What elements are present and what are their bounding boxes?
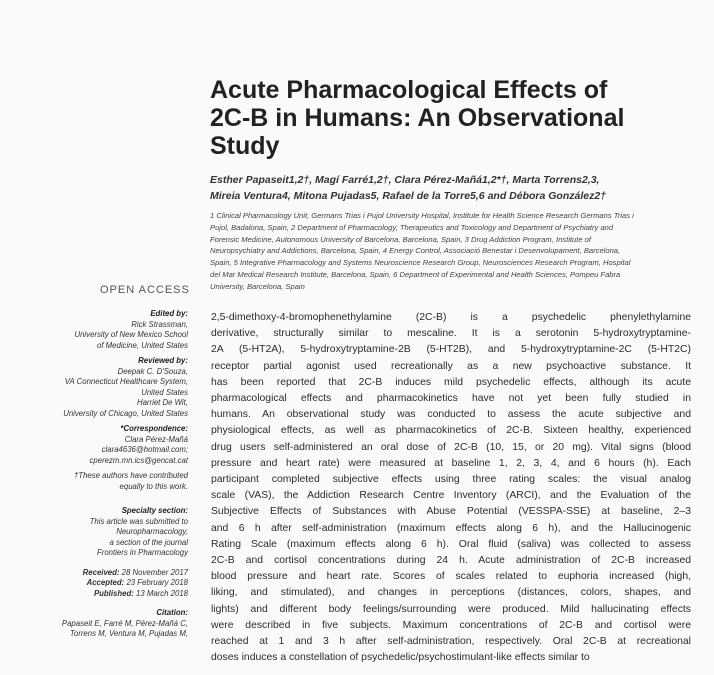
date-label: Received: bbox=[82, 567, 120, 577]
specialty-line: a section of the journal bbox=[109, 537, 188, 547]
affiliation-line: del Mar Medical Research Institute, Barcelona, Spain, 6 Department of Experimental and Health Sciences, Pompeu Fabra bbox=[210, 269, 621, 279]
abstract-line: pharmacological effects and pharmacokinetics have not yet been fully studied in bbox=[211, 393, 691, 405]
abstract-line: 2C-B and cortisol concentrations during 24 h. Acute administration of 2C-B increased bbox=[211, 555, 691, 567]
correspondence bbox=[10, 424, 188, 466]
title-line: Acute Pharmacological Effects of bbox=[210, 76, 608, 104]
received-date bbox=[10, 568, 188, 579]
reviewer-line: VA Connecticut Healthcare System, bbox=[64, 377, 188, 386]
citation-line: Papaseit E, Farré M, Pérez-Mañá C, bbox=[61, 618, 188, 628]
abstract-line: Rating Scale (maximum effects along 6 h). Oral fluid (saliva) was collected to assess bbox=[211, 538, 691, 550]
edited-by-heading: Edited by: bbox=[150, 309, 188, 318]
abstract-line: reached at 1 and 3 h after self-administration, respectively. Oral 2C-B at recreational bbox=[211, 636, 691, 648]
author-list bbox=[210, 172, 680, 204]
open-access-label: OPEN ACCESS bbox=[100, 284, 190, 296]
reviewed-by bbox=[10, 356, 188, 419]
editor-line: University of New Mexico School bbox=[74, 330, 188, 339]
citation-heading: Citation: bbox=[156, 608, 188, 617]
editor-line: Rick Strassman, bbox=[131, 319, 188, 329]
correspondence-heading: *Correspondence: bbox=[120, 424, 188, 433]
date-value: 13 March 2018 bbox=[135, 588, 188, 598]
date-label: Published: bbox=[93, 588, 134, 598]
affiliation-line: Pujol, Badalona, Spain, 2 Department of Pharmacology, Therapeutics and Toxicology and Department of Psychiatry and bbox=[210, 222, 614, 232]
accepted-date bbox=[10, 578, 188, 589]
abstract-line: physiological effects, as well as pharmacokinetics of 2C-B. Sixteen healthy, experienced bbox=[211, 425, 691, 437]
abstract-line: blood pressure and heart rate. Scores of scales related to euphoria increased (high, bbox=[211, 571, 691, 583]
abstract-line: pressure and heart rate) were measured at baseline 1, 2, 3, 4, and 6 hours (h). Each bbox=[211, 457, 691, 469]
abstract-line: has been reported that 2C-B induces mild psychedelic effects, although its acute bbox=[211, 376, 691, 388]
note-line: equally to this work. bbox=[119, 481, 188, 491]
citation-line: Torrens M, Ventura M, Pujadas M, bbox=[69, 629, 188, 638]
abstract-line: receptor partial agonist used recreationally as a new psychoactive substance. It bbox=[211, 360, 691, 372]
affiliation-line: Spain, 5 Integrative Pharmacology and Systems Neuroscience Research Group, Neurosciences Research Program, Hospital bbox=[210, 258, 631, 268]
reviewer-line: University of Chicago, United States bbox=[63, 408, 188, 418]
article-title bbox=[210, 76, 680, 160]
title-line: 2C-B in Humans: An Observational bbox=[210, 104, 625, 132]
edited-by bbox=[10, 309, 188, 351]
abstract-line: doses induces a constellation of psychedelic/psychostimulant-like effects similar to bbox=[211, 652, 590, 664]
date-value: 23 February 2018 bbox=[126, 578, 188, 587]
specialty-line: Frontiers in Pharmacology bbox=[96, 548, 188, 557]
date-label: Accepted: bbox=[86, 578, 125, 587]
abstract-line: drug users self-administered an oral dose of 2C-B (10, 15, or 20 mg). Vital signs (blood bbox=[211, 441, 691, 453]
abstract-line: lights) and different body feelings/surrounding were produced. Mild hallucinating effects bbox=[211, 603, 691, 615]
specialty-line: This article was submitted to bbox=[89, 516, 188, 526]
abstract-line: 2A (5-HT2A), 5-hydroxytryptamine-2B (5-HT2B), and 5-hydroxytryptamine-2C (5-HT2C) bbox=[211, 344, 691, 356]
reviewed-by-heading: Reviewed by: bbox=[138, 356, 188, 365]
abstract bbox=[211, 310, 691, 666]
specialty-heading: Specialty section: bbox=[121, 506, 188, 515]
article-sidebar bbox=[10, 309, 188, 645]
title-line: Study bbox=[210, 132, 280, 160]
note-line: †These authors have contributed bbox=[74, 471, 188, 480]
affiliation-line: Forensic Medicine, Autonomous University of Barcelona, Barcelona, Spain, 3 Drug Addiction Program, Institute of bbox=[210, 234, 591, 244]
affiliations bbox=[210, 210, 685, 293]
abstract-line: were described in five subjects. Maximum concentrations of 2C-B and cortisol were bbox=[211, 619, 691, 631]
abstract-line: humans. An observational study was conducted to assess the acute subjective and bbox=[211, 409, 691, 421]
abstract-line: scale (VAS), the Addiction Research Centre Inventory (ARCI), and the Evaluation of the bbox=[211, 490, 691, 502]
abstract-line: derivative, structurally similar to mescaline. It is a serotonin 5-hydroxytryptamine- bbox=[211, 328, 691, 340]
abstract-line: participant completed subjective effects using three rating scales: the visual analog bbox=[211, 474, 691, 486]
affiliation-line: 1 Clinical Pharmacology Unit, Germans Trias i Pujol University Hospital, Institute for Health Science Research Germans Trias i bbox=[210, 211, 634, 220]
published-date bbox=[10, 589, 188, 600]
specialty-section bbox=[10, 506, 188, 559]
specialty-line: Neuropharmacology, bbox=[116, 527, 188, 536]
author-line: Mireia Ventura4, Mitona Pujadas5, Rafael de la Torre5,6 and Débora González2† bbox=[210, 190, 607, 202]
equal-contribution-note bbox=[10, 471, 188, 492]
affiliation-line: Neuropsychiatry and Addictions, Barcelona, Spain, 4 Energy Control, Associació Benestar i Desenvolupament, Barcelona, bbox=[210, 246, 621, 256]
abstract-line: liking, and stimulated), and changes in perceptions (distances, colors, shapes, and bbox=[211, 587, 691, 599]
reviewer-line: Deepak C. D'Souza, bbox=[117, 366, 188, 376]
abstract-line: and 6 h after self-administration (maximum effects along 6 h), and the Hallucinogenic bbox=[211, 522, 691, 534]
correspondence-email[interactable]: clara4636@hotmail.com; bbox=[101, 445, 188, 454]
editor-line: of Medicine, United States bbox=[96, 340, 188, 350]
citation bbox=[10, 608, 188, 640]
reviewer-line: Harriet De Wit, bbox=[136, 398, 188, 407]
affiliation-line: University, Barcelona, Spain bbox=[210, 281, 305, 291]
correspondence-email[interactable]: cperezm.mn.ics@gencat.cat bbox=[89, 455, 188, 465]
author-line: Esther Papaseit1,2†, Magí Farré1,2†, Clara Pérez-Mañá1,2*†, Marta Torrens2,3, bbox=[210, 174, 600, 186]
abstract-line: 2,5-dimethoxy-4-bromophenethylamine (2C-B) is a psychedelic phenylethylamine bbox=[211, 312, 691, 323]
date-value: 28 November 2017 bbox=[121, 567, 188, 577]
reviewer-line: United States bbox=[141, 387, 188, 397]
correspondence-name: Clara Pérez-Mañá bbox=[124, 434, 188, 444]
abstract-line: Subjective Effects of Substances with Abuse Potential (VESSPA-SSE) at baseline, 2–3 bbox=[211, 506, 691, 518]
article-dates bbox=[10, 568, 188, 600]
